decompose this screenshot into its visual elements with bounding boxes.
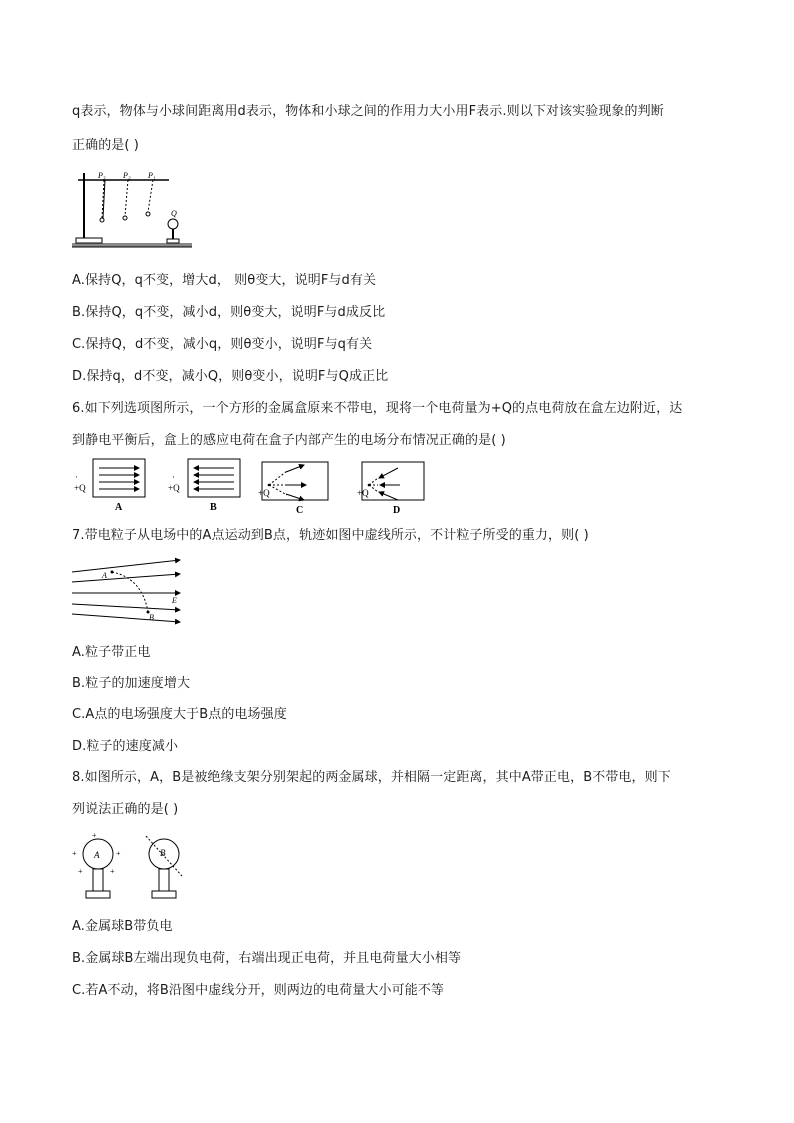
svg-text:·: · — [75, 472, 78, 482]
q6-figure — [72, 456, 432, 514]
option-label-a: A — [115, 502, 123, 513]
q5-option-d[interactable]: D.保持q，d不变，减小Q，则θ变小，说明F与Q成正比 — [72, 369, 389, 384]
ball-p2 — [123, 216, 127, 220]
q7-option-a[interactable]: A.粒子带正电 — [72, 645, 151, 660]
q5-pendulum-figure — [72, 168, 192, 254]
q8-spheres-figure — [72, 830, 192, 904]
q6-option-b-diagram[interactable] — [168, 459, 240, 513]
sphere-a-label: A — [94, 850, 100, 860]
plus-sign: + — [110, 867, 115, 876]
q6-stem-line-2: 到静电平衡后，盒上的感应电荷在盒子内部产生的电场分布情况正确的是( ) — [72, 433, 506, 448]
ball-p1 — [146, 212, 150, 216]
option-label-b: B — [210, 502, 217, 513]
plus-sign: + — [92, 831, 97, 840]
q8-option-a[interactable]: A.金属球B带负电 — [72, 919, 173, 934]
ball-p3 — [100, 218, 104, 222]
q8-option-b[interactable]: B.金属球B左端出现负电荷，右端出现正电荷，并且电荷量大小相等 — [72, 951, 462, 966]
q7-field-figure — [72, 560, 184, 622]
charge-label-a: +Q — [74, 483, 86, 493]
q7-option-c[interactable]: C.A点的电场强度大于B点的电场强度 — [72, 707, 287, 722]
label-p3: P₃ — [98, 171, 106, 180]
label-e: E — [172, 596, 177, 605]
q6-option-d-diagram[interactable] — [357, 462, 424, 516]
q7-stem: 7.带电粒子从电场中的A点运动到B点，轨迹如图中虚线所示，不计粒子所受的重力，则( ) — [72, 528, 589, 543]
label-p2: P₂ — [123, 171, 131, 180]
label-q: Q — [171, 209, 177, 218]
q5-stem-line-1: q表示，物体与小球间距离用d表示，物体和小球之间的作用力大小用F表示.则以下对该实验现象的判断 — [72, 104, 664, 119]
label-p1: P₁ — [148, 171, 156, 180]
q5-option-b[interactable]: B.保持Q，q不变，减小d，则θ变大，说明F与d成反比 — [72, 305, 386, 320]
sphere-q — [168, 219, 178, 229]
plus-sign: + — [72, 849, 77, 858]
svg-text:·: · — [172, 472, 175, 482]
q6-stem-line-1: 6.如下列选项图所示，一个方形的金属盒原来不带电，现将一个电荷量为+Q的点电荷放在盒左边附近，达 — [72, 401, 683, 416]
q6-option-c-diagram[interactable] — [258, 462, 328, 516]
q5-option-c[interactable]: C.保持Q，d不变，减小q，则θ变小，说明F与q有关 — [72, 337, 373, 352]
label-b: B — [149, 613, 154, 622]
q8-option-c[interactable]: C.若A不动，将B沿图中虚线分开，则两边的电荷量大小可能不等 — [72, 983, 445, 998]
label-a: A — [102, 571, 107, 580]
q8-stem-line-1: 8.如图所示，A，B是被绝缘支架分别架起的两金属球，并相隔一定距离，其中A带正电，B不带电，则下 — [72, 770, 671, 785]
q5-option-a[interactable]: A.保持Q，q不变，增大d， 则θ变大，说明F与d有关 — [72, 273, 377, 288]
charge-label-d: +Q — [357, 488, 369, 498]
plus-sign: + — [116, 849, 121, 858]
charge-label-b: +Q — [168, 483, 180, 493]
charge-label-c: +Q — [258, 488, 270, 498]
q8-stem-line-2: 列说法正确的是( ) — [72, 802, 179, 817]
figure-base — [72, 243, 192, 247]
plus-sign: + — [78, 867, 83, 876]
q6-option-a-diagram[interactable] — [74, 459, 145, 513]
option-label-c: C — [296, 505, 304, 516]
option-label-d: D — [393, 505, 401, 516]
q7-option-b[interactable]: B.粒子的加速度增大 — [72, 676, 191, 691]
q7-option-d[interactable]: D.粒子的速度减小 — [72, 739, 179, 754]
sphere-b-label: B — [160, 848, 166, 858]
q5-stem-line-2: 正确的是( ) — [72, 138, 139, 153]
